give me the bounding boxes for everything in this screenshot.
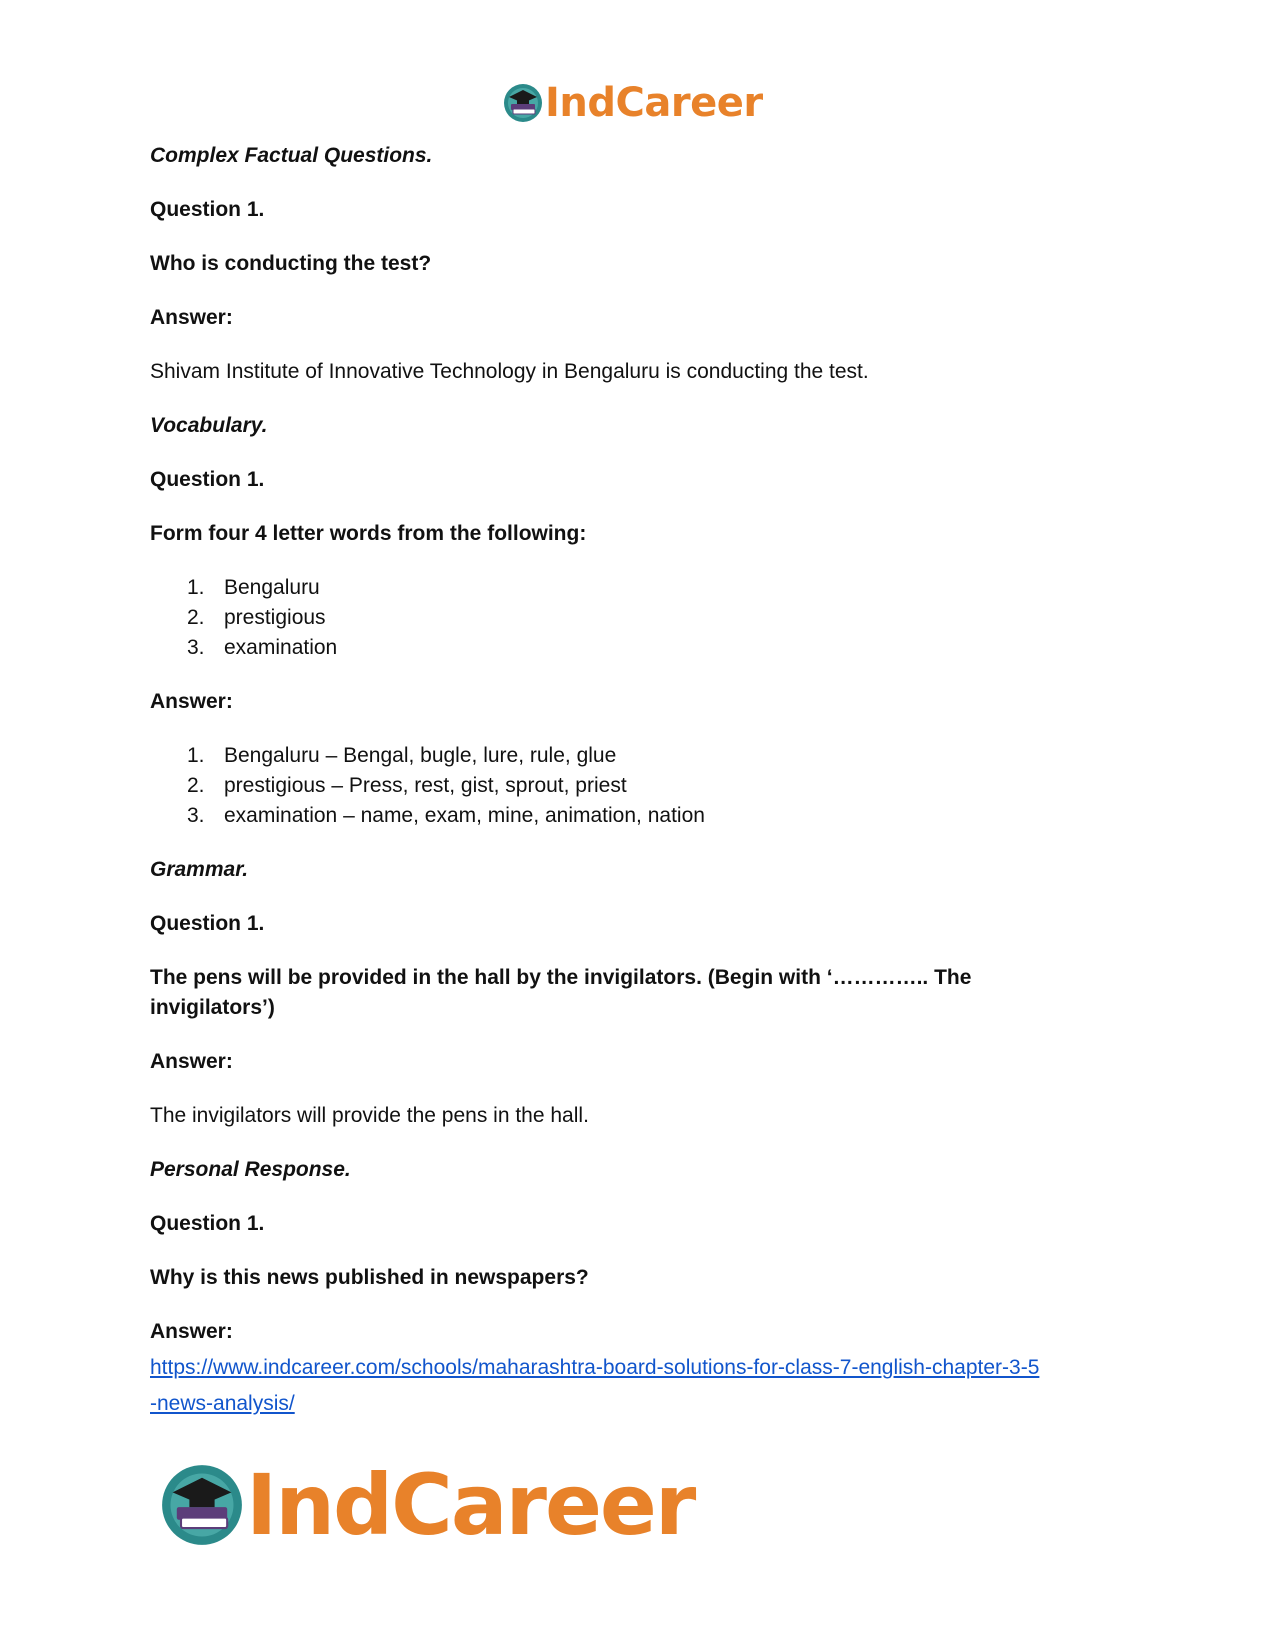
brand-wordmark: IndCareer [545,80,763,126]
answer-label: Answer: [150,690,233,713]
answer-text: Shivam Institute of Innovative Technology in Bengaluru is conducting the test. [150,360,869,383]
graduation-cap-book-globe-icon [160,1463,244,1547]
answer-link[interactable]: https://www.indcareer.com/schools/maharashtra-board-solutions-for-class-7-english-chapter-3-5 [150,1356,1040,1379]
list-item [187,573,320,603]
question-text: The pens will be provided in the hall by the invigilators. (Begin with ‘………….. The [150,966,972,989]
list-item [187,771,627,801]
list-item-text: examination – name, exam, mine, animation, nation [224,804,705,827]
question-text: Form four 4 letter words from the following: [150,522,587,545]
section-heading: Complex Factual Questions. [150,144,433,167]
list-item-text: Bengaluru [224,576,320,599]
list-number: 1. [187,576,205,599]
list-number: 3. [187,636,205,659]
brand-wordmark: IndCareer [246,1456,695,1554]
answer-label: Answer: [150,1320,233,1343]
question-text: Why is this news published in newspapers? [150,1266,589,1289]
question-text: Who is conducting the test? [150,252,432,275]
question-label: Question 1. [150,198,265,221]
list-item-text: examination [224,636,338,659]
list-number: 2. [187,774,205,797]
question-text: invigilators’) [150,996,275,1019]
answer-link-continued[interactable]: -news-analysis/ [150,1392,295,1415]
section-heading: Grammar. [150,858,249,881]
list-item-text: prestigious – Press, rest, gist, sprout, priest [224,774,627,797]
answer-label: Answer: [150,306,233,329]
question-label: Question 1. [150,1212,265,1235]
question-label: Question 1. [150,912,265,935]
list-item [187,741,616,771]
section-heading: Vocabulary. [150,414,268,437]
question-label: Question 1. [150,468,265,491]
answer-text: The invigilators will provide the pens in the hall. [150,1104,589,1127]
list-number: 2. [187,606,205,629]
footer-logo [160,1456,695,1554]
list-item [187,801,705,831]
list-item [187,603,326,633]
list-item [187,633,337,663]
list-number: 3. [187,804,205,827]
answer-label: Answer: [150,1050,233,1073]
section-heading: Personal Response. [150,1158,351,1181]
list-number: 1. [187,744,205,767]
list-item-text: prestigious [224,606,326,629]
graduation-cap-book-globe-icon [503,83,543,123]
header-logo [503,79,763,127]
list-item-text: Bengaluru – Bengal, bugle, lure, rule, glue [224,744,617,767]
